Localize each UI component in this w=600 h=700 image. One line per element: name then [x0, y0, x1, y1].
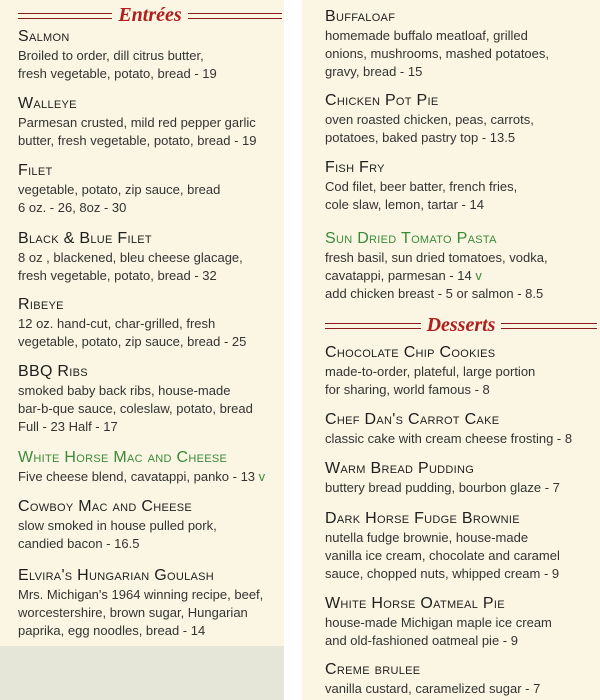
menu-item-fudge-brownie [325, 509, 560, 582]
item-desc-line: buttery bread pudding, bourbon glaze - 7 [325, 480, 560, 495]
vegetarian-mark: v [258, 469, 266, 484]
item-desc-line: vanilla ice cream, chocolate and caramel [325, 547, 560, 563]
item-name: Ribeye [18, 296, 64, 313]
item-desc-line: onions, mushrooms, mashed potatoes, [325, 45, 550, 61]
item-desc-line: fresh basil, sun dried tomatoes, vodka, [325, 250, 548, 265]
item-desc-line [325, 267, 548, 285]
menu-item-goulash [18, 566, 263, 639]
item-name: BBQ Ribs [18, 363, 88, 380]
item-desc-line: fresh vegetable, potato, bread - 19 [18, 65, 217, 81]
item-desc-line: and old-fashioned oatmeal pie - 9 [325, 632, 518, 648]
vegetarian-mark: v [475, 267, 482, 283]
menu-item-filet [18, 161, 220, 217]
item-name: Filet [18, 162, 53, 179]
item-desc-line: nutella fudge brownie, house-made [325, 530, 529, 545]
item-name: Black & Blue Filet [18, 230, 152, 247]
item-desc-line: worcestershire, brown sugar, Hungarian [18, 604, 248, 620]
item-name: Dark Horse Fudge Brownie [325, 510, 520, 527]
item-desc-line [18, 468, 265, 486]
menu-item-ribeye [18, 295, 246, 351]
item-desc-text: Five cheese blend, cavatappi, panko - 13 [18, 469, 256, 484]
menu-item-cowboy-mac [18, 497, 217, 553]
item-name: Cowboy Mac and Cheese [18, 498, 193, 515]
header-rule-left [18, 13, 112, 19]
entrees-title: Entrées [118, 4, 182, 26]
header-rule-left [325, 323, 421, 329]
item-desc-line: butter, fresh vegetable, potato, bread - 19 [18, 132, 257, 148]
item-desc-line: add chicken breast - 5 or salmon - 8.5 [325, 285, 544, 301]
column-gutter [284, 0, 302, 700]
item-desc-line: potatoes, baked pastry top - 13.5 [325, 129, 516, 145]
bottom-strip [0, 646, 284, 700]
menu-item-oatmeal-pie [325, 594, 552, 650]
menu-item-chicken-pot-pie [325, 91, 534, 147]
item-desc-line: Mrs. Michigan's 1964 winning recipe, beef, [18, 587, 264, 602]
menu-item-chocolate-chip-cookies [325, 343, 535, 399]
header-rule-right [501, 323, 597, 329]
item-desc-line: Parmesan crusted, mild red pepper garlic [18, 115, 256, 130]
desserts-header [325, 314, 597, 337]
item-name: Chocolate Chip Cookies [325, 344, 496, 361]
menu-item-salmon [18, 27, 217, 83]
item-name: Fish Fry [325, 159, 385, 176]
desserts-title: Desserts [426, 314, 496, 336]
item-desc-text: cavatappi, parmesan - 14 [325, 267, 472, 283]
item-name: White Horse Mac and Cheese [18, 449, 228, 466]
item-name: Creme brulee [325, 661, 421, 678]
item-name: Sun Dried Tomato Pasta [325, 230, 497, 247]
item-desc-line: 12 oz. hand-cut, char-grilled, fresh [18, 316, 216, 331]
item-name: Elvira's Hungarian Goulash [18, 567, 215, 584]
item-desc-line: paprika, egg noodles, bread - 14 [18, 622, 206, 638]
item-desc-line: for sharing, world famous - 8 [325, 381, 490, 397]
item-name: Walleye [18, 95, 77, 112]
item-name: Warm Bread Pudding [325, 460, 475, 477]
item-desc-line: classic cake with cream cheese frosting - 8 [325, 431, 573, 446]
header-rule-right [188, 13, 282, 19]
menu-item-black-blue-filet [18, 229, 243, 285]
menu-item-fish-fry [325, 158, 517, 214]
item-desc-line: made-to-order, plateful, large portion [325, 364, 536, 379]
menu-item-walleye [18, 94, 257, 150]
item-desc-line: candied bacon - 16.5 [18, 535, 140, 551]
item-desc-line: house-made Michigan maple ice cream [325, 615, 552, 630]
item-desc-line: sauce, chopped nuts, whipped cream - 9 [325, 565, 560, 581]
item-desc-line: homemade buffalo meatloaf, grilled [325, 28, 528, 43]
item-desc-line: Broiled to order, dill citrus butter, [18, 48, 204, 63]
menu-item-carrot-cake [325, 410, 572, 448]
item-name: Buffaloaf [325, 8, 396, 25]
item-desc-line: oven roasted chicken, peas, carrots, [325, 112, 534, 127]
item-name: Chicken Pot Pie [325, 92, 439, 109]
item-desc-line: 8 oz , blackened, bleu cheese glacage, [18, 250, 243, 265]
item-desc-line: Full - 23 Half - 17 [18, 418, 118, 434]
item-desc-line: Cod filet, beer batter, french fries, [325, 179, 518, 194]
menu-item-bbq-ribs [18, 362, 253, 435]
item-name: White Horse Oatmeal Pie [325, 595, 505, 612]
item-desc-line: smoked baby back ribs, house-made [18, 383, 231, 398]
item-desc-line: gravy, bread - 15 [325, 63, 423, 79]
item-desc-line: vegetable, potato, zip sauce, bread [18, 182, 221, 197]
menu-item-buffaloaf [325, 7, 549, 80]
item-desc-line: cole slaw, lemon, tartar - 14 [325, 196, 484, 212]
item-desc-line: 6 oz. - 26, 8oz - 30 [18, 199, 127, 215]
item-desc-line: slow smoked in house pulled pork, [18, 518, 217, 533]
item-name: Salmon [18, 28, 70, 45]
item-desc-line: vegetable, potato, zip sauce, bread - 25 [18, 333, 247, 349]
menu-item-sun-dried-tomato-pasta [325, 229, 548, 302]
item-desc-line: vanilla custard, caramelized sugar - 7 [325, 681, 541, 696]
item-name: Chef Dan's Carrot Cake [325, 411, 500, 428]
item-desc-line: bar-b-que sauce, coleslaw, potato, bread [18, 400, 253, 416]
menu-item-white-horse-mac [18, 448, 265, 486]
entrees-header [18, 4, 282, 27]
menu-item-creme-brulee [325, 660, 540, 698]
menu-item-bread-pudding [325, 459, 560, 497]
item-desc-line: fresh vegetable, potato, bread - 32 [18, 267, 217, 283]
